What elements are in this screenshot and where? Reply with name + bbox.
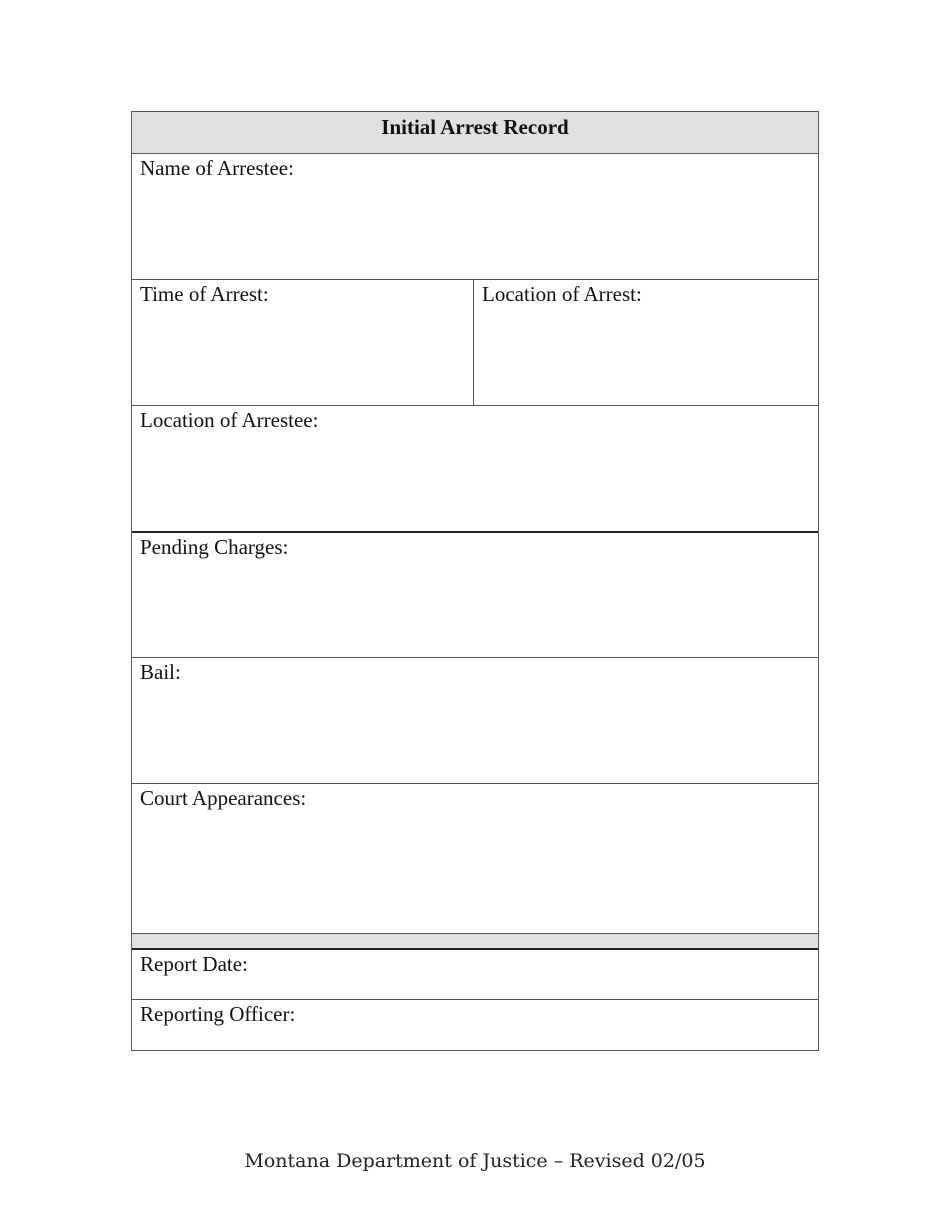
name-of-arrestee-field[interactable] <box>132 154 818 279</box>
location-of-arrest-field[interactable] <box>474 280 818 405</box>
pending-charges-label: Pending Charges: <box>140 535 289 559</box>
arrest-record-form <box>131 111 819 1051</box>
bail-label: Bail: <box>140 660 181 684</box>
location-of-arrestee-label: Location of Arrestee: <box>140 408 319 432</box>
time-of-arrest-label: Time of Arrest: <box>140 282 269 306</box>
bail-row <box>132 657 818 783</box>
location-of-arrest-label: Location of Arrest: <box>482 282 642 306</box>
report-date-label: Report Date: <box>140 952 248 976</box>
reporting-officer-field[interactable] <box>132 1000 818 1050</box>
location-of-arrestee-row <box>132 405 818 531</box>
court-appearances-row <box>132 783 818 933</box>
time-location-row <box>132 279 818 405</box>
form-title: Initial Arrest Record <box>381 115 569 139</box>
report-date-field[interactable] <box>132 950 818 999</box>
report-date-row <box>132 948 818 999</box>
pending-charges-row <box>132 531 818 657</box>
reporting-officer-label: Reporting Officer: <box>140 1002 296 1026</box>
location-of-arrestee-field[interactable] <box>132 406 818 531</box>
page-footer: Montana Department of Justice – Revised 02/05 <box>244 1150 706 1172</box>
reporting-officer-row <box>132 999 818 1050</box>
court-appearances-label: Court Appearances: <box>140 786 307 810</box>
name-of-arrestee-label: Name of Arrestee: <box>140 156 294 180</box>
pending-charges-field[interactable] <box>132 533 818 657</box>
section-divider <box>132 933 818 948</box>
time-of-arrest-field[interactable] <box>132 280 474 405</box>
form-header <box>132 112 818 153</box>
bail-field[interactable] <box>132 658 818 783</box>
court-appearances-field[interactable] <box>132 784 818 933</box>
name-of-arrestee-row <box>132 153 818 279</box>
